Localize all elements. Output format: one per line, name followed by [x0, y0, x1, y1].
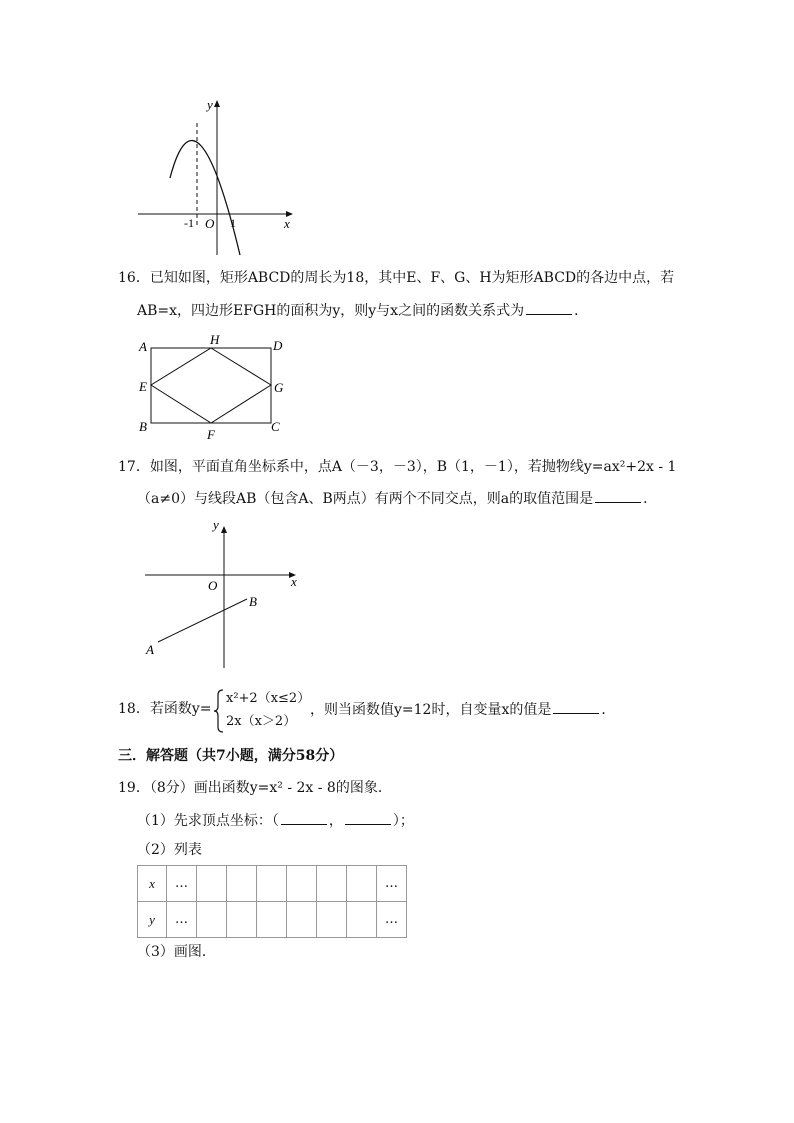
value-table — [137, 865, 407, 938]
empty-cell[interactable] — [197, 866, 227, 902]
parabola-figure — [130, 95, 300, 260]
label-h: H — [210, 332, 220, 347]
q18-case2: 2x（x＞2） — [226, 714, 297, 729]
origin-label: O — [208, 578, 218, 593]
x-axis-label: x — [284, 216, 290, 231]
origin-label: O — [205, 216, 215, 231]
empty-cell[interactable] — [347, 902, 377, 938]
section-3-title: 三．解答题（共7小题，满分58分） — [118, 748, 344, 764]
q16-line1: 16．已知如图，矩形ABCD的周长为18，其中E、F、G、H为矩形ABCD的各边中点，若 — [118, 270, 675, 286]
q18-suffix: ，则当函数值y=12时，自变量x的值是 ． — [310, 699, 615, 720]
label-a: A — [139, 339, 147, 354]
label-f: F — [207, 427, 215, 442]
brace-icon — [213, 689, 225, 733]
empty-cell[interactable] — [257, 866, 287, 902]
q17-line1: 17．如图，平面直角坐标系中，点A（－3，－3），B（1，－1），若抛物线y=ax²+2x - 1 — [118, 459, 677, 475]
empty-cell[interactable] — [287, 902, 317, 938]
q19-part3: （3）画图． — [137, 944, 216, 960]
label-g: G — [274, 380, 284, 395]
ellipsis-cell: … — [167, 866, 197, 902]
point-b-label: B — [249, 594, 257, 609]
segment-ab — [158, 599, 247, 642]
rectangle-abcd — [151, 348, 271, 423]
q19-stem: 19．（8分）画出函数y=x² - 2x - 8的图象． — [118, 780, 392, 796]
q18-prefix: 18．若函数y= — [118, 701, 212, 717]
x-axis-label: x — [291, 574, 297, 589]
point-a-label: A — [146, 642, 154, 657]
table-row — [138, 902, 407, 938]
q16-answer-blank[interactable] — [526, 300, 572, 315]
row-x-header: x — [138, 866, 167, 902]
rhombus-efgh — [151, 348, 271, 423]
vertex-y-blank[interactable] — [345, 810, 391, 825]
empty-cell[interactable] — [257, 902, 287, 938]
row-y-header: y — [138, 902, 167, 938]
empty-cell[interactable] — [227, 866, 257, 902]
ellipsis-cell: … — [377, 902, 407, 938]
label-d: D — [273, 338, 283, 353]
empty-cell[interactable] — [317, 902, 347, 938]
label-e: E — [139, 379, 147, 394]
y-axis-label: y — [213, 517, 219, 532]
empty-cell[interactable] — [317, 866, 347, 902]
ellipsis-cell: … — [167, 902, 197, 938]
q18-answer-blank[interactable] — [553, 699, 599, 714]
label-b: B — [139, 419, 147, 434]
label-c: C — [271, 419, 280, 434]
segment-figure — [135, 515, 310, 675]
empty-cell[interactable] — [197, 902, 227, 938]
y-axis-label: y — [207, 97, 213, 112]
q19-part2: （2）列表 — [137, 842, 202, 858]
parabola-curve — [170, 141, 240, 255]
q17-line2: （a≠0）与线段AB（包含A、B两点）有两个不同交点，则a的取值范围是 ． — [137, 488, 657, 509]
empty-cell[interactable] — [227, 902, 257, 938]
q16-line2: AB=x，四边形EFGH的面积为y，则y与x之间的函数关系式为 ． — [137, 300, 588, 321]
q19-part1: （1）先求顶点坐标：（ ， ）； — [137, 810, 414, 831]
vertex-x-blank[interactable] — [281, 810, 327, 825]
tick-neg1-label: -1 — [184, 216, 194, 230]
q17-answer-blank[interactable] — [595, 488, 641, 503]
ellipsis-cell: … — [377, 866, 407, 902]
rectangle-figure — [130, 330, 295, 445]
table-row — [138, 866, 407, 902]
tick-1-label: 1 — [230, 216, 236, 230]
q18-case1: x²+2（x≤2） — [226, 691, 311, 706]
empty-cell[interactable] — [347, 866, 377, 902]
empty-cell[interactable] — [287, 866, 317, 902]
